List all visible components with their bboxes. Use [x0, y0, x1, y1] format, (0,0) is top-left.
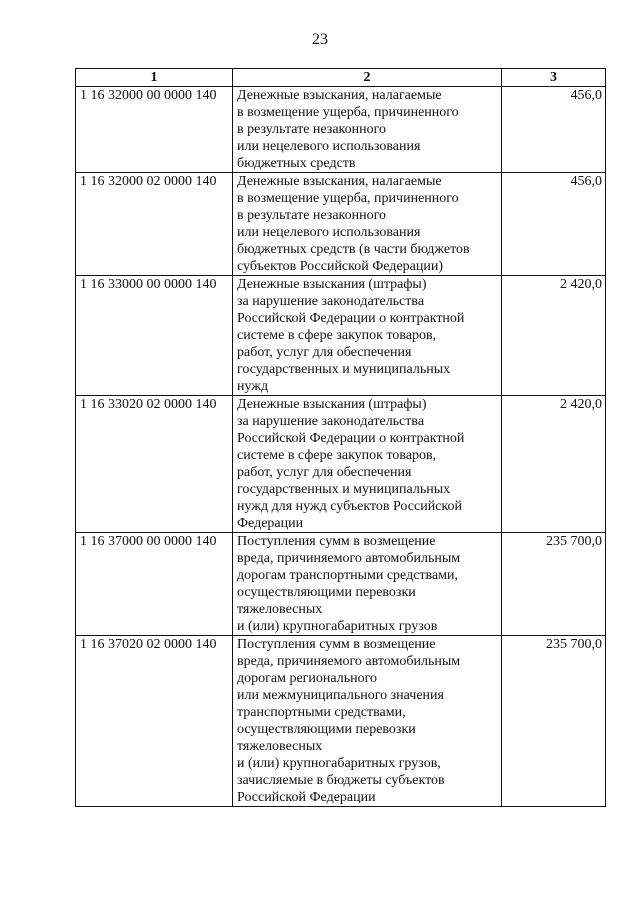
description-line: системе в сфере закупок товаров, [237, 328, 437, 343]
row-code: 1 16 32000 00 0000 140 [76, 87, 233, 173]
row-code: 1 16 37020 02 0000 140 [76, 636, 233, 807]
page-number: 23 [312, 31, 328, 48]
description-line: системе в сфере закупок товаров, [237, 448, 437, 463]
description-line: транспортными средствами, [237, 705, 406, 720]
row-description [233, 636, 502, 807]
row-amount: 456,0 [502, 87, 606, 173]
description-line: Российской Федерации о контрактной [237, 311, 465, 326]
row-amount: 456,0 [502, 173, 606, 276]
table-row [76, 636, 606, 807]
description-line: работ, услуг для обеспечения [237, 465, 412, 480]
row-code: 1 16 33020 02 0000 140 [76, 396, 233, 533]
description-line: осуществляющими перевозки [237, 722, 416, 737]
description-line: в результате незаконного [237, 122, 387, 137]
description-line: Денежные взыскания (штрафы) [237, 397, 427, 412]
description-line: в результате незаконного [237, 208, 387, 223]
description-line: тяжеловесных [237, 602, 323, 617]
description-line: Федерации [237, 516, 304, 531]
table-row [76, 276, 606, 396]
row-amount: 235 700,0 [502, 533, 606, 636]
description-line: или нецелевого использования [237, 225, 421, 240]
table-row [76, 173, 606, 276]
description-line: бюджетных средств [237, 156, 356, 171]
description-line: осуществляющими перевозки [237, 585, 416, 600]
description-line: дорогам транспортными средствами, [237, 568, 459, 583]
header-col-description: 2 [233, 69, 502, 87]
description-line: или межмуниципального значения [237, 688, 444, 703]
table-row [76, 87, 606, 173]
description-line: работ, услуг для обеспечения [237, 345, 412, 360]
description-line: нужд для нужд субъектов Российской [237, 499, 462, 514]
description-line: государственных и муниципальных [237, 482, 451, 497]
description-line: дорогам регионального [237, 671, 377, 686]
table-header-row [76, 69, 606, 87]
row-amount: 2 420,0 [502, 276, 606, 396]
description-line: Поступления сумм в возмещение [237, 637, 436, 652]
row-description [233, 87, 502, 173]
description-line: Денежные взыскания (штрафы) [237, 277, 427, 292]
row-description [233, 173, 502, 276]
row-description [233, 276, 502, 396]
budget-table [75, 68, 606, 807]
description-line: вреда, причиняемого автомобильным [237, 654, 461, 669]
table-row [76, 396, 606, 533]
table-row [76, 533, 606, 636]
description-line: в возмещение ущерба, причиненного [237, 191, 459, 206]
row-amount: 235 700,0 [502, 636, 606, 807]
header-col-amount: 3 [502, 69, 606, 87]
row-amount: 2 420,0 [502, 396, 606, 533]
description-line: или нецелевого использования [237, 139, 421, 154]
description-line: Поступления сумм в возмещение [237, 534, 436, 549]
description-line: и (или) крупногабаритных грузов [237, 619, 438, 634]
description-line: зачисляемые в бюджеты субъектов [237, 773, 445, 788]
description-line: за нарушение законодательства [237, 294, 425, 309]
row-description [233, 396, 502, 533]
description-line: за нарушение законодательства [237, 414, 425, 429]
description-line: в возмещение ущерба, причиненного [237, 105, 459, 120]
description-line: Денежные взыскания, налагаемые [237, 174, 442, 189]
description-line: и (или) крупногабаритных грузов, [237, 756, 441, 771]
table-body [76, 87, 606, 807]
description-line: Денежные взыскания, налагаемые [237, 88, 442, 103]
row-description [233, 533, 502, 636]
description-line: вреда, причиняемого автомобильным [237, 551, 461, 566]
description-line: Российской Федерации [237, 790, 376, 805]
description-line: государственных и муниципальных [237, 362, 451, 377]
description-line: Российской Федерации о контрактной [237, 431, 465, 446]
row-code: 1 16 37000 00 0000 140 [76, 533, 233, 636]
description-line: бюджетных средств (в части бюджетов [237, 242, 470, 257]
row-code: 1 16 32000 02 0000 140 [76, 173, 233, 276]
header-col-code: 1 [76, 69, 233, 87]
description-line: тяжеловесных [237, 739, 323, 754]
description-line: нужд [237, 379, 269, 394]
row-code: 1 16 33000 00 0000 140 [76, 276, 233, 396]
description-line: субъектов Российской Федерации) [237, 259, 444, 274]
